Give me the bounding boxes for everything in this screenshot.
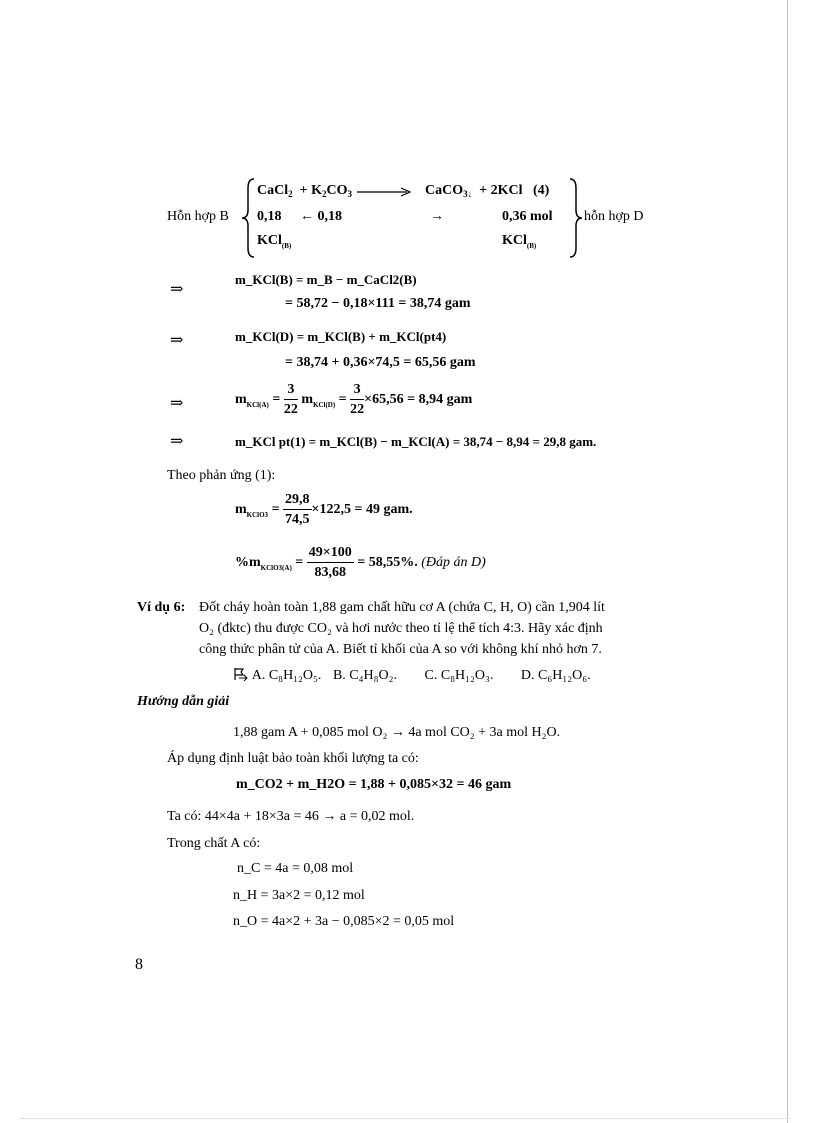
vidu-line2: O₂ (đktc) thu được CO₂ và hơi nước theo tỉ lệ thể tích 4:3. Hãy xác định <box>199 621 603 636</box>
vidu-line1: Đốt cháy hoàn toàn 1,88 gam chất hữu cơ A (chứa C, H, O) cần 1,904 lít <box>199 600 605 615</box>
choice-a[interactable]: A. C₈H₁₂O₅. <box>251 668 322 683</box>
mix-b-label: Hỗn hợp B <box>167 209 229 224</box>
left-brace <box>240 178 256 258</box>
system-row-2-arrow: → <box>430 209 444 224</box>
page-margin-line <box>787 0 788 1123</box>
eq3: $m_{KCl(A)}$ = $\frac{3}{22}$ $m_{KCl(D)}$ = $\frac{3}{22}$ ×65,56 = 8,94 gam <box>235 382 473 417</box>
eq3-frac-1: $\frac{3}{22}$ <box>283 382 298 417</box>
hd-eq1: 1,88 gam A + 0,085 mol O₂ → 4a mol CO₂ + 3a mol H₂O. <box>233 725 561 740</box>
hd-apdung: Áp dụng định luật bảo toàn khối lượng ta có: <box>167 751 419 766</box>
page-number: 8 <box>135 956 143 973</box>
system-row-2-right: 0,36 mol <box>502 209 553 224</box>
hd-eq2: m_CO2 + m_H2O = 1,88 + 0,085×32 = 46 gam <box>236 777 512 792</box>
hd-nh: n_H = 3a×2 = 0,12 mol <box>233 888 365 903</box>
system-row-3-right: KCl$_{(B)}$ <box>502 233 537 250</box>
choice-b[interactable]: B. C₄H₈O₂. <box>332 668 397 683</box>
hd-taco: Ta có: 44×4a + 18×3a = 46 → a = 0,02 mol. <box>167 809 415 824</box>
implies-icon: ⇒ <box>170 433 184 450</box>
system-row-3-left: KCl$_{(B)}$ <box>257 233 292 250</box>
vidu-label: Ví dụ 6: <box>137 600 186 615</box>
eq1-line1: m_KCl(B) = m_B − m_CaCl2(B) <box>235 272 417 287</box>
hd-trong: Trong chất A có: <box>167 836 261 851</box>
mix-d-label: hỗn hợp D <box>584 209 644 224</box>
choice-c[interactable]: C. C₈H₁₂O₃. <box>424 668 494 683</box>
hd-no: n_O = 4a×2 + 3a − 0,085×2 = 0,05 mol <box>233 914 455 929</box>
system-row-2-left: 0,18 <box>257 209 282 224</box>
eq6: $\%m_{KClO3(A)}$ = $\frac{49\times 100}{83,68}$ = 58,55%. (Đáp án D) <box>235 545 486 580</box>
eq1-line2: = 58,72 − 0,18×111 = 38,74 gam <box>285 296 471 311</box>
pointer-flag-icon <box>233 667 249 681</box>
reaction-arrow <box>357 186 413 198</box>
system-row-1-product: CaCO$_{3↓}$ + 2KCl (4) <box>425 183 550 199</box>
system-row-2-mid: ← 0,18 <box>300 209 342 224</box>
eq2-line1: m_KCl(D) = m_KCl(B) + m_KCl(pt4) <box>235 329 447 344</box>
theo-phan-ung: Theo phản ứng (1): <box>167 468 276 483</box>
implies-icon: ⇒ <box>170 395 184 412</box>
right-brace <box>568 178 584 258</box>
choices <box>233 667 591 683</box>
eq2-line2: = 38,74 + 0,36×74,5 = 65,56 gam <box>285 355 476 370</box>
eq5-frac: $\frac{29,8}{74,5}$ <box>285 492 310 527</box>
hd-nc: n_C = 4a = 0,08 mol <box>237 861 354 876</box>
huong-dan-heading: Hướng dẫn giải <box>137 694 230 709</box>
eq4: m_KCl pt(1) = m_KCl(B) − m_KCl(A) = 38,74 − 8,94 = 29,8 gam. <box>235 434 597 449</box>
choice-d[interactable]: D. C₆H₁₂O₆. <box>520 668 591 683</box>
implies-icon: ⇒ <box>170 332 184 349</box>
eq3-frac-2: $\frac{3}{22}$ <box>350 382 365 417</box>
vidu-line3: công thức phân tử của A. Biết tỉ khối của A so với không khí nhỏ hơn 7. <box>199 642 602 657</box>
eq6-frac: $\frac{49\times 100}{83,68}$ <box>308 545 352 580</box>
page-bottom-line <box>20 1118 790 1119</box>
system-row-1: CaCl$_2$ + $K_2CO_3$ <box>257 183 352 199</box>
implies-icon: ⇒ <box>170 281 184 298</box>
eq5: $m_{KClO3}$ = $\frac{29,8}{74,5}$ ×122,5 = 49 gam. <box>235 492 413 527</box>
